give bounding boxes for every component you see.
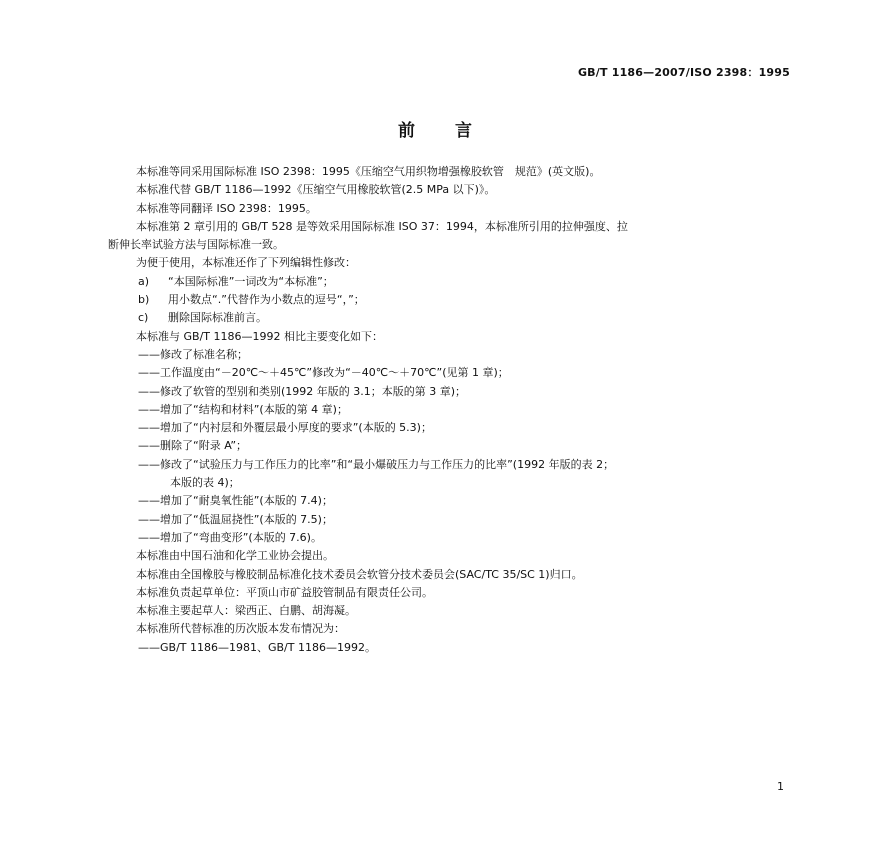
- change-item-7-line2: 本版的表 4)；: [170, 476, 240, 490]
- change-item-8: ——增加了“耐臭氧性能”(本版的 7.4)；: [138, 494, 333, 508]
- paragraph-editorial-intro: 为便于使用，本标准还作了下列编辑性修改：: [136, 256, 356, 270]
- change-item-7-line1: ——修改了“试验压力与工作压力的比率”和“最小爆破压力与工作压力的比率”(1992 年版的表 2；: [138, 457, 615, 471]
- paragraph-history-list: ——GB/T 1186—1981、GB/T 1186—1992。: [138, 640, 376, 654]
- paragraph-drafting-unit: 本标准负责起草单位：平顶山市矿益胶管制品有限责任公司。: [136, 585, 433, 599]
- change-item-5: ——增加了“内衬层和外覆层最小厚度的要求”(本版的 5.3)；: [138, 421, 432, 435]
- paragraph-references-line1: 本标准第 2 章引用的 GB/T 528 是等效采用国际标准 ISO 37：1994，本标准所引用的拉伸强度、拉: [136, 219, 628, 233]
- change-item-9: ——增加了“低温屈挠性”(本版的 7.5)；: [138, 512, 333, 526]
- change-item-2: ——工作温度由“－20℃～＋45℃”修改为“－40℃～＋70℃”(见第 1 章)；: [138, 366, 509, 380]
- page-title: 前言: [398, 121, 512, 141]
- list-text-c: 删除国际标准前言。: [168, 311, 267, 325]
- change-item-10: ——增加了“弯曲变形”(本版的 7.6)。: [138, 530, 322, 544]
- paragraph-proposer: 本标准由中国石油和化学工业协会提出。: [136, 549, 334, 563]
- list-item-c: [108, 309, 798, 327]
- paragraph-adoption: 本标准等同采用国际标准 ISO 2398：1995《压缩空气用织物增强橡胶软管 规范》(英文版)。: [136, 165, 601, 178]
- list-item-b: [108, 291, 798, 309]
- change-item-3: ——修改了软管的型别和类别(1992 年版的 3.1；本版的第 3 章)；: [138, 384, 467, 398]
- paragraph-translation: 本标准等同翻译 ISO 2398：1995。: [136, 201, 317, 215]
- list-marker-b: b): [138, 293, 150, 307]
- paragraph-changes-intro: 本标准与 GB/T 1186—1992 相比主要变化如下：: [136, 329, 383, 343]
- list-item-a: [108, 273, 798, 291]
- list-text-b: 用小数点“.”代替作为小数点的逗号“，”；: [168, 293, 365, 307]
- paragraph-drafters: 本标准主要起草人：梁西正、白鹏、胡海凝。: [136, 604, 356, 618]
- list-text-a: “本国际标准”一词改为“本标准”；: [168, 274, 334, 288]
- paragraph-history-intro: 本标准所代替标准的历次版本发布情况为：: [136, 622, 345, 636]
- change-item-4: ——增加了“结构和材料”(本版的第 4 章)；: [138, 402, 348, 416]
- page-number: 1: [777, 780, 784, 793]
- paragraph-centralized: 本标准由全国橡胶与橡胶制品标准化技术委员会软管分技术委员会(SAC/TC 35/SC 1)归口。: [136, 567, 583, 581]
- list-marker-a: a): [138, 274, 150, 288]
- change-item-6: ——删除了“附录 A”；: [138, 439, 248, 453]
- change-item-1: ——修改了标准名称；: [138, 347, 248, 361]
- document-body: [108, 163, 798, 657]
- standard-code-header: GB/T 1186—2007/ISO 2398：1995: [577, 66, 790, 79]
- paragraph-replaces: 本标准代替 GB/T 1186—1992《压缩空气用橡胶软管(2.5 MPa 以下)》。: [136, 183, 496, 197]
- list-marker-c: c): [138, 311, 149, 325]
- paragraph-references-line2: 断伸长率试验方法与国际标准一致。: [108, 238, 284, 252]
